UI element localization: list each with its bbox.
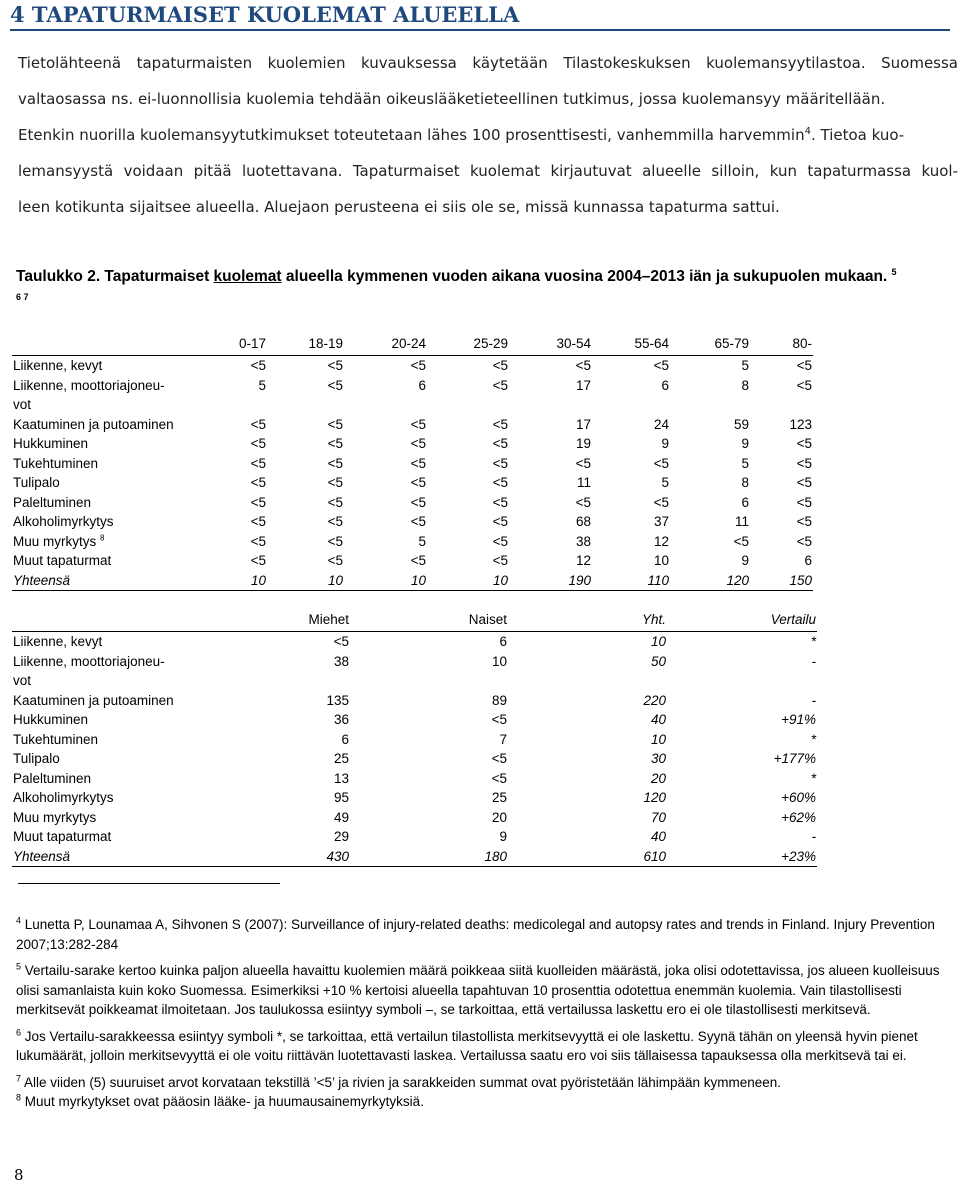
footnote-number: 8: [16, 1092, 22, 1103]
table-cell: <5: [492, 553, 508, 568]
row-label: [12, 788, 202, 808]
footnote-divider: [18, 883, 280, 884]
column-header: Miehet: [202, 609, 350, 632]
table-cell: <5: [492, 514, 508, 529]
table-cell: 6: [804, 553, 812, 568]
table-cell: 12: [653, 533, 669, 549]
footnote-number: 6: [16, 1027, 22, 1037]
footnote-text: Lunetta P, Lounamaa A, Sihvonen S (2007): Surveillance of injury-related deaths: medicolegal and autopsy rates and trends in Finland. Injury Prevention 2007;13:282-284: [16, 917, 935, 952]
footnote-number: 7: [16, 1073, 22, 1083]
total-cell: 10: [202, 571, 267, 591]
row-label-text: Liikenne, kevyt: [13, 358, 103, 373]
table-cell: <5: [492, 475, 508, 490]
row-label: [12, 532, 202, 552]
row-label-text: Tulipalo: [13, 751, 60, 766]
caption-link[interactable]: kuolemat: [213, 268, 282, 285]
footnote: [16, 1027, 960, 1066]
footnote-number: 4: [16, 915, 22, 926]
row-label-text: Liikenne, kevyt: [13, 634, 103, 649]
table-cell: <5: [250, 494, 266, 510]
row-label-text: Hukkuminen: [13, 712, 89, 727]
paragraph-line: leen kotikunta sijaitsee alueella. Aluejaon perusteena ei siis ole se, missä kunnassa tapaturma sattui.: [18, 198, 780, 216]
caption-footnote-refs: 6 7: [16, 292, 29, 302]
table-cell: 6: [661, 377, 669, 393]
table-cell: 9: [741, 436, 749, 451]
column-header: 25-29: [427, 333, 509, 356]
table-cell: 50: [650, 653, 666, 669]
row-label: [12, 730, 202, 750]
table-cell: <5: [575, 358, 591, 373]
row-label: [12, 376, 202, 415]
table-cell: 24: [653, 416, 669, 432]
footnote-ref[interactable]: 4: [804, 126, 811, 137]
table-cell: 8: [741, 475, 749, 490]
table-cell: 20: [491, 809, 507, 825]
caption-rest: alueella kymmenen vuoden aikana vuosina 2004–2013 iän ja sukupuolen mukaan.: [281, 268, 888, 285]
footnote-text: Alle viiden (5) suuruiset arvot korvataan tekstillä ’<5’ ja rivien ja sarakkeiden summat ovat pyöristetään lähimpään kymmeneen.: [24, 1074, 782, 1090]
row-label-text: Kaatuminen ja putoaminen: [13, 692, 174, 708]
header-blank: [12, 609, 202, 632]
column-header: 18-19: [267, 333, 344, 356]
table-cell: <5: [410, 475, 426, 490]
table-cell: 38: [333, 653, 349, 669]
table-cell: 40: [650, 712, 666, 727]
table-cell: <5: [796, 358, 812, 373]
age-group-table: [12, 333, 813, 591]
table-cell: <5: [250, 416, 266, 432]
table-cell: <5: [327, 377, 343, 393]
table-cell: <5: [733, 533, 749, 549]
table-cell: 29: [333, 829, 349, 844]
footnote: [16, 1092, 960, 1112]
table-cell: 11: [734, 514, 749, 529]
table-row: [12, 730, 817, 750]
row-label: [12, 652, 202, 691]
row-label: [12, 808, 202, 828]
total-cell: 10: [344, 571, 427, 591]
table-cell: 120: [643, 790, 666, 805]
table-row: [12, 749, 817, 769]
paragraph-line: [18, 120, 958, 156]
table-cell: 38: [575, 533, 591, 549]
footnote-ref[interactable]: 5: [891, 266, 897, 277]
footnote: [16, 915, 960, 954]
row-label: [12, 356, 202, 376]
table-row: [12, 415, 813, 435]
table-cell: 6: [341, 731, 349, 747]
table-cell: 36: [333, 712, 349, 727]
paragraph-line: valtaosassa ns. ei-luonnollisia kuolemia tehdään oikeuslääketieteellinen tutkimus, jossa kuolemansyy määritellään.: [18, 90, 886, 108]
intro-paragraph: [18, 48, 958, 228]
table-cell: <5: [250, 455, 266, 471]
table-cell: 30: [650, 751, 666, 766]
table-cell: <5: [250, 475, 266, 490]
table-row: [12, 632, 817, 652]
table-row: [12, 532, 813, 552]
table-cell: <5: [492, 436, 508, 451]
column-header: Yht.: [508, 609, 667, 632]
table-cell: <5: [327, 533, 343, 549]
footnote: [16, 961, 960, 1020]
table-cell: 9: [661, 436, 669, 451]
table-row: [12, 454, 813, 474]
table-cell: 25: [491, 790, 507, 805]
table-cell: <5: [250, 553, 266, 568]
table-cell: <5: [250, 533, 266, 549]
paragraph-line: lemansyystä voidaan pitää luotettavana. Tapaturmaiset kuolemat kirjautuvat alueelle silloin, kun tapaturmassa kuol-: [18, 162, 958, 180]
total-cell: 10: [427, 571, 509, 591]
table-cell: <5: [327, 358, 343, 373]
table-cell: 40: [650, 829, 666, 844]
table-cell: <5: [410, 514, 426, 529]
table-cell: <5: [410, 455, 426, 471]
paragraph-text: Etenkin nuorilla kuolemansyytutkimukset toteutetaan lähes 100 prosenttisesti, vanhemmilla harvemmin: [18, 126, 805, 144]
row-label-text: Kaatuminen ja putoaminen: [13, 416, 174, 432]
footnote-text: Muut myrkytykset ovat pääosin lääke- ja huumausainemyrkytyksiä.: [24, 1094, 424, 1109]
table-cell: <5: [575, 455, 591, 471]
table-cell: 8: [741, 377, 749, 393]
column-header: Naiset: [350, 609, 508, 632]
table-cell: <5: [492, 358, 508, 373]
table-cell: 10: [650, 634, 666, 649]
table-cell: 13: [333, 770, 349, 786]
paragraph-line: Tietolähteenä tapaturmaisten kuolemien kuvauksessa käytetään Tilastokeskuksen kuolemansyytilastoa. Suomessa: [18, 54, 958, 72]
table-row: [12, 652, 817, 691]
caption-prefix: Taulukko 2. Tapaturmaiset: [16, 268, 214, 285]
table-cell: 70: [650, 809, 666, 825]
row-label-text: Liikenne, moottoriajoneu- vot: [13, 377, 165, 412]
table-cell: <5: [327, 416, 343, 432]
table-cell: <5: [410, 553, 426, 568]
footnotes: [16, 915, 960, 1119]
table-cell: 5: [258, 377, 266, 393]
row-label: [12, 493, 202, 513]
table-cell: 220: [643, 692, 666, 708]
row-label-text: Paleltuminen: [13, 494, 92, 510]
table-cell: 6: [418, 377, 426, 393]
table-cell: 6: [741, 494, 749, 510]
table-cell: -: [811, 653, 816, 669]
table-row: [12, 512, 813, 532]
table-row: [12, 769, 817, 789]
table-row: [12, 551, 813, 571]
table-cell: 5: [741, 455, 749, 471]
table-cell: 9: [741, 553, 749, 568]
table-cell: 95: [333, 790, 349, 805]
table-cell: 10: [653, 553, 669, 568]
table-cell: <5: [796, 533, 812, 549]
table-cell: +177%: [773, 751, 816, 766]
table-cell: <5: [492, 377, 508, 393]
table-cell: <5: [327, 553, 343, 568]
table-cell: 49: [333, 809, 349, 825]
table-cell: <5: [250, 358, 266, 373]
table-row: [12, 434, 813, 454]
row-label: [12, 551, 202, 571]
total-row: [12, 847, 817, 867]
table-cell: 20: [650, 770, 666, 786]
table-cell: <5: [796, 377, 812, 393]
column-header: 65-79: [670, 333, 750, 356]
total-cell: +23%: [667, 847, 817, 867]
header-blank: [12, 333, 202, 356]
table-cell: <5: [250, 436, 266, 451]
row-label-text: Tukehtuminen: [13, 455, 99, 471]
table-cell: <5: [410, 416, 426, 432]
table-cell: 89: [491, 692, 507, 708]
table-caption: [16, 266, 956, 302]
table-cell: <5: [491, 751, 507, 766]
row-label: [12, 512, 202, 532]
row-label-text: Muut tapaturmat: [13, 829, 112, 844]
table-cell: <5: [492, 533, 508, 549]
table-cell: <5: [491, 712, 507, 727]
table-row: [12, 473, 813, 493]
table-cell: <5: [410, 436, 426, 451]
table-cell: 123: [789, 416, 812, 432]
table-cell: <5: [492, 494, 508, 510]
table-cell: 17: [575, 416, 591, 432]
table-header-row: [12, 333, 813, 356]
table-cell: *: [810, 770, 816, 786]
table-row: [12, 808, 817, 828]
table-cell: <5: [796, 514, 812, 529]
table-cell: <5: [327, 494, 343, 510]
table-cell: +91%: [781, 712, 816, 727]
table-cell: <5: [327, 475, 343, 490]
table-cell: 59: [733, 416, 749, 432]
row-label: [12, 827, 202, 847]
column-header: 30-54: [509, 333, 592, 356]
table-row: [12, 691, 817, 711]
table-cell: 68: [575, 514, 591, 529]
table-cell: <5: [327, 455, 343, 471]
table-row: [12, 356, 813, 376]
row-label: [12, 769, 202, 789]
sex-table: [12, 609, 817, 867]
table-cell: 135: [326, 692, 349, 708]
table-row: [12, 710, 817, 730]
table-cell: <5: [327, 436, 343, 451]
total-cell: 190: [509, 571, 592, 591]
table-cell: 5: [741, 358, 749, 373]
total-cell: 150: [750, 571, 813, 591]
total-label: Yhteensä: [12, 571, 202, 591]
row-label: [12, 415, 202, 435]
table-cell: 7: [499, 731, 507, 747]
row-label-text: Alkoholimyrkytys: [13, 790, 114, 805]
table-cell: <5: [491, 770, 507, 786]
table-cell: <5: [796, 494, 812, 510]
table-row: [12, 493, 813, 513]
table-cell: <5: [333, 634, 349, 649]
table-cell: -: [811, 692, 816, 708]
table-cell: 12: [575, 553, 591, 568]
row-label: [12, 473, 202, 493]
table-cell: <5: [796, 455, 812, 471]
row-label: [12, 749, 202, 769]
table-cell: *: [810, 634, 816, 649]
column-header: 55-64: [592, 333, 670, 356]
table-cell: <5: [653, 358, 669, 373]
section-heading: 4 TAPATURMAISET KUOLEMAT ALUEELLA: [10, 2, 950, 31]
table-cell: <5: [796, 475, 812, 490]
row-label: [12, 710, 202, 730]
table-cell: -: [811, 829, 816, 844]
row-label-text: Alkoholimyrkytys: [13, 514, 114, 529]
row-label-text: Hukkuminen: [13, 436, 89, 451]
row-label-text: Muut tapaturmat: [13, 553, 112, 568]
total-cell: 180: [350, 847, 508, 867]
row-label: [12, 434, 202, 454]
table-cell: 19: [575, 436, 591, 451]
total-cell: 610: [508, 847, 667, 867]
table-cell: +60%: [781, 790, 816, 805]
table-row: [12, 827, 817, 847]
total-cell: 430: [202, 847, 350, 867]
table-cell: 11: [576, 475, 591, 490]
table-row: [12, 376, 813, 415]
column-header: Vertailu: [667, 609, 817, 632]
table-row: [12, 788, 817, 808]
row-label-text: Liikenne, moottoriajoneu- vot: [13, 653, 165, 688]
row-label-text: Muu myrkytys: [13, 809, 97, 825]
total-label: Yhteensä: [12, 847, 202, 867]
row-label-text: Tulipalo: [13, 475, 60, 490]
table-cell: <5: [492, 455, 508, 471]
footnote-text: Jos Vertailu-sarakkeessa esiintyy symboli *, se tarkoittaa, että vertailun tilastollista merkitsevyyttä ei ole laskettu. Syynä tähän on yleensä hyvin pienet lukumäärät, jolloin merkitsevyyttä ei ole voitu riittävän luotettavasti laskea. Vertailussa saatu ero voi siis tällaisessa tapauksessa olla merkitsevä tai ei.: [16, 1028, 918, 1063]
table-cell: 5: [418, 533, 426, 549]
table-cell: 9: [499, 829, 507, 844]
table-cell: 25: [333, 751, 349, 766]
table-cell: 10: [650, 731, 666, 747]
table-cell: +62%: [781, 809, 816, 825]
footnote-text: Vertailu-sarake kertoo kuinka paljon alueella havaittu kuolemien määrä poikkeaa siitä kuolleiden määrästä, joka olisi odotettavissa, jos alueen kuolleisuus olisi samanlaista kuin koko Suomessa. Esimerkiksi +10 % kertoisi alueella tapahtuvan 10 prosenttia odotettua enemmän kuolemia. Vain tilastollisesti merkitsevät poikkeamat ilmoitetaan. Jos taulukossa esiintyy symboli –, se tarkoittaa, että vertailussa laskettu ero ei ole tilastollisesti merkitsevä.: [16, 963, 940, 1017]
table-cell: 10: [491, 653, 507, 669]
column-header: 80-: [750, 333, 813, 356]
footnote-ref[interactable]: 8: [100, 533, 105, 542]
table-cell: 5: [661, 475, 669, 490]
table-cell: <5: [410, 494, 426, 510]
row-label: [12, 691, 202, 711]
table-cell: <5: [575, 494, 591, 510]
total-row: [12, 571, 813, 591]
table-cell: <5: [796, 436, 812, 451]
table-cell: <5: [250, 514, 266, 529]
table-cell: 37: [653, 514, 669, 529]
column-header: 0-17: [202, 333, 267, 356]
row-label: [12, 632, 202, 652]
table-cell: <5: [410, 358, 426, 373]
table-cell: <5: [327, 514, 343, 529]
footnote-number: 5: [16, 961, 22, 972]
table-cell: <5: [492, 416, 508, 432]
table-cell: 17: [575, 377, 591, 393]
table-cell: <5: [653, 494, 669, 510]
row-label-text: Paleltuminen: [13, 770, 92, 786]
table-cell: 6: [499, 634, 507, 649]
table-cell: *: [810, 731, 816, 747]
row-label-text: Tukehtuminen: [13, 731, 99, 747]
total-cell: 10: [267, 571, 344, 591]
row-label-text: Muu myrkytys: [13, 533, 97, 549]
table-header-row: [12, 609, 817, 632]
total-cell: 110: [592, 571, 670, 591]
footnote: [16, 1073, 960, 1093]
table-cell: <5: [653, 455, 669, 471]
page-number: 8: [14, 1166, 24, 1184]
column-header: 20-24: [344, 333, 427, 356]
row-label: [12, 454, 202, 474]
total-cell: 120: [670, 571, 750, 591]
paragraph-text: . Tietoa kuo-: [810, 126, 905, 144]
